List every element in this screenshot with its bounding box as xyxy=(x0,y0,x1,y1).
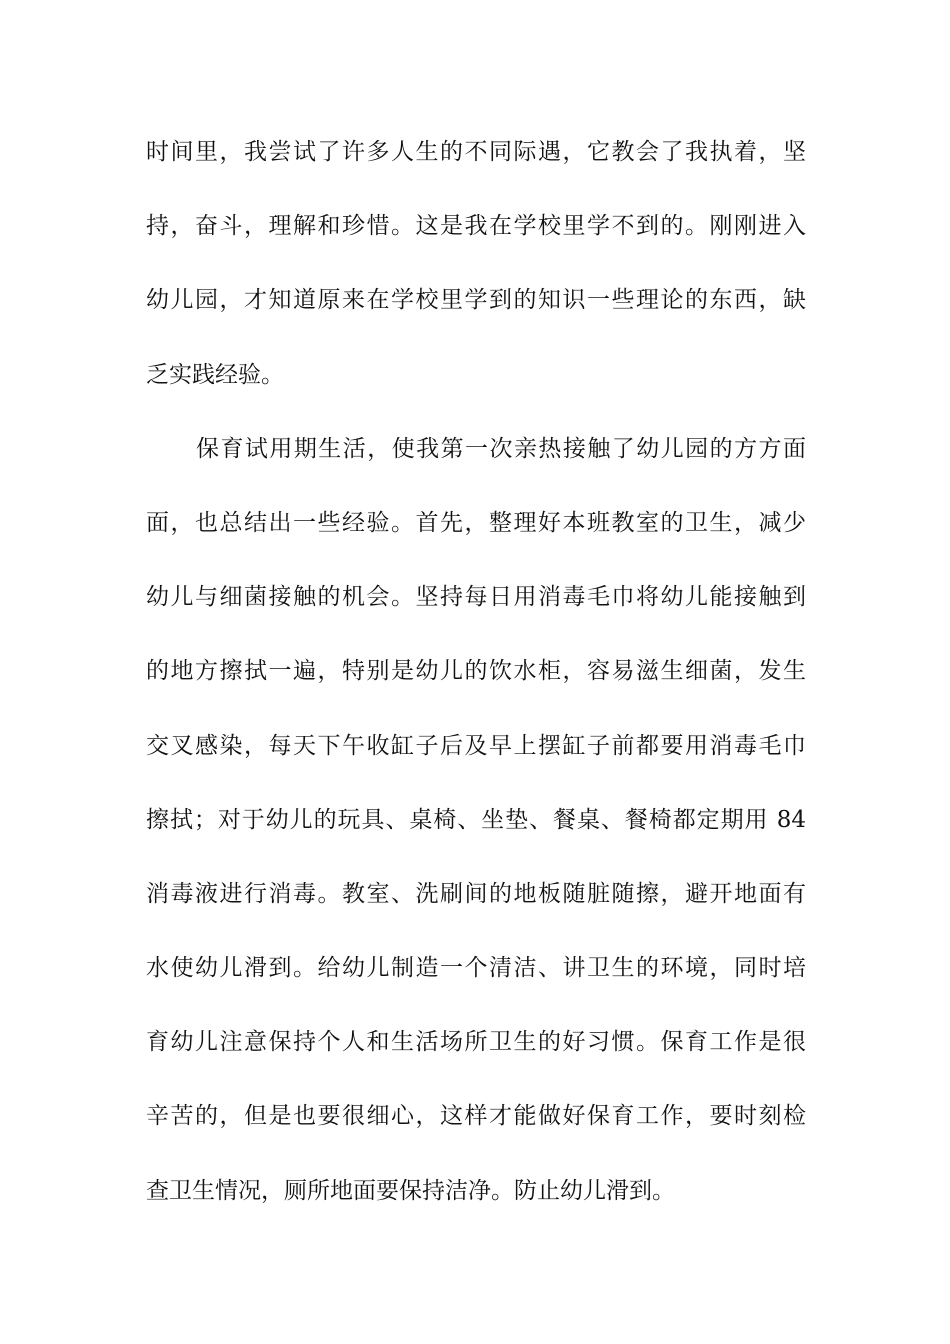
paragraph-2 xyxy=(146,427,806,1243)
text-line: 消毒液进行消毒。教室、洗刷间的地板随脏随擦，避开地面有 xyxy=(146,880,806,907)
document-body xyxy=(146,130,806,1243)
text-line: 辛苦的，但是也要很细心，这样才能做好保育工作，要时刻检 xyxy=(146,1103,806,1130)
text-line: 育幼儿注意保持个人和生活场所卫生的好习惯。保育工作是很 xyxy=(146,1029,806,1056)
text-line: 交叉感染，每天下午收缸子后及早上摆缸子前都要用消毒毛巾 xyxy=(146,732,806,759)
text-line: 保育试用期生活，使我第一次亲热接触了幼儿园的方方面 xyxy=(196,435,806,462)
text-line: 查卫生情况，厕所地面要保持洁净。防止幼儿滑到。 xyxy=(146,1177,675,1204)
paragraph-1 xyxy=(146,130,806,427)
text-line: 的地方擦拭一遍，特别是幼儿的饮水柜，容易滋生细菌，发生 xyxy=(146,658,806,685)
text-line: 乏实践经验。 xyxy=(146,361,284,388)
text-line: 水使幼儿滑到。给幼儿制造一个清洁、讲卫生的环境，同时培 xyxy=(146,955,806,982)
text-line: 持，奋斗，理解和珍惜。这是我在学校里学不到的。刚刚进入 xyxy=(146,213,806,240)
text-line: 幼儿与细菌接触的机会。坚持每日用消毒毛巾将幼儿能接触到 xyxy=(146,584,806,611)
text-line: 面，也总结出一些经验。首先，整理好本班教室的卫生，减少 xyxy=(146,509,806,536)
text-line: 时间里，我尝试了许多人生的不同际遇，它教会了我执着，坚 xyxy=(146,139,806,165)
text-line: 擦拭；对于幼儿的玩具、桌椅、坐垫、餐桌、餐椅都定期用 84 xyxy=(146,806,806,833)
text-line: 幼儿园，才知道原来在学校里学到的知识一些理论的东西，缺 xyxy=(146,287,806,314)
